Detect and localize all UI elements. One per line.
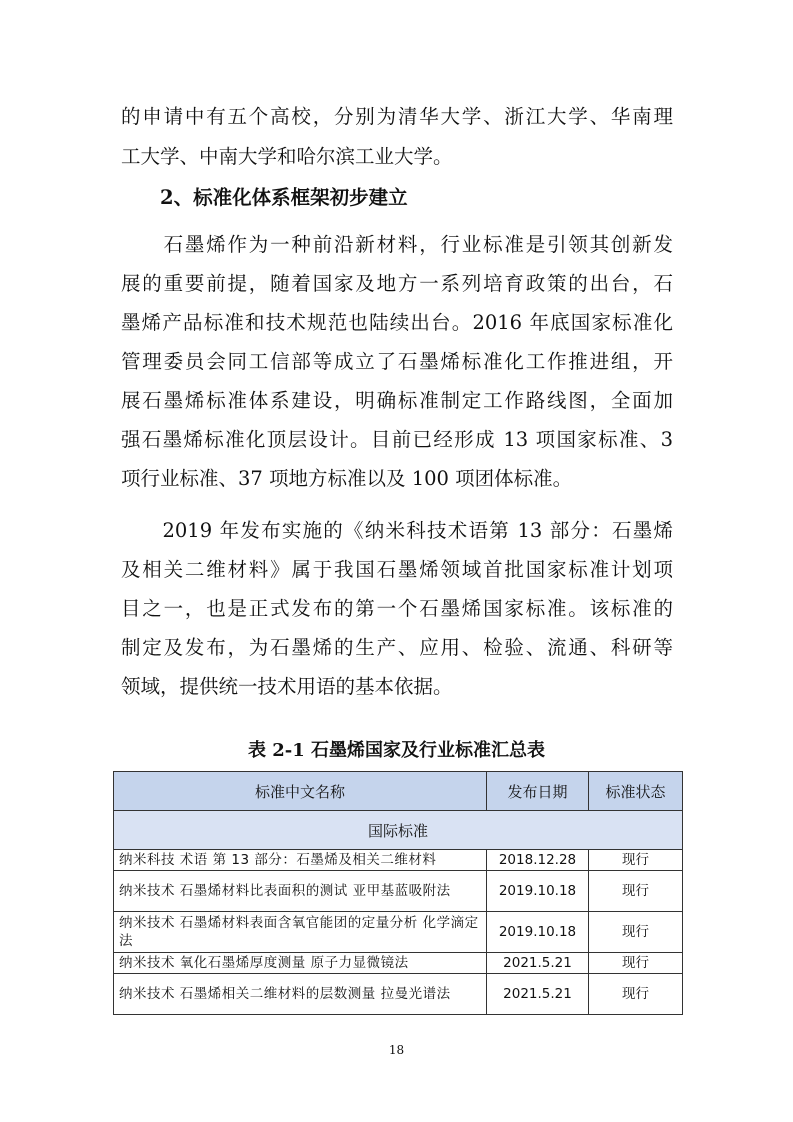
text-line: 制定及发布，为石墨烯的生产、应用、检验、流通、科研等	[121, 636, 673, 659]
text-line: 展的重要前提，随着国家及地方一系列培育政策的出台，石	[121, 272, 673, 295]
cell-name: 纳米科技 术语 第 13 部分：石墨烯及相关二维材料	[114, 850, 487, 871]
text-line: 2019 年发布实施的《纳米科技术语第 13 部分：石墨烯	[121, 519, 673, 542]
cell-name: 纳米技术 氧化石墨烯厚度测量 原子力显微镜法	[114, 953, 487, 974]
table-row	[114, 850, 683, 871]
header-name: 标准中文名称	[114, 772, 487, 811]
cell-name: 纳米技术 石墨烯相关二维材料的层数测量 拉曼光谱法	[114, 974, 487, 1015]
cell-date: 2019.10.18	[487, 912, 589, 953]
table-caption: 表 2-1 石墨烯国家及行业标准汇总表	[247, 740, 546, 761]
cell-date: 2019.10.18	[487, 871, 589, 912]
text-line: 目之一，也是正式发布的第一个石墨烯国家标准。该标准的	[121, 597, 673, 620]
table-row	[114, 912, 683, 953]
text-line: 展石墨烯标准体系建设，明确标准制定工作路线图，全面加	[121, 389, 673, 412]
page-number: 18	[388, 1043, 405, 1057]
cell-status: 现行	[589, 974, 683, 1015]
section-label: 国际标准	[114, 811, 683, 850]
text-line: 强石墨烯标准化顶层设计。目前已经形成 13 项国家标准、3	[121, 428, 673, 451]
cell-status: 现行	[589, 850, 683, 871]
cell-name: 纳米技术 石墨烯材料比表面积的测试 亚甲基蓝吸附法	[114, 871, 487, 912]
table-row	[114, 974, 683, 1015]
table-section-row	[114, 811, 683, 850]
cell-date: 2018.12.28	[487, 850, 589, 871]
text-line: 及相关二维材料》属于我国石墨烯领域首批国家标准计划项	[121, 558, 673, 581]
cell-date: 2021.5.21	[487, 953, 589, 974]
text-line: 管理委员会同工信部等成立了石墨烯标准化工作推进组，开	[121, 350, 673, 373]
table-row	[114, 871, 683, 912]
standards-table	[113, 771, 683, 1015]
table-header-row	[114, 772, 683, 811]
text-line: 墨烯产品标准和技术规范也陆续出台。2016 年底国家标准化	[121, 311, 673, 334]
table-row	[114, 953, 683, 974]
cell-date: 2021.5.21	[487, 974, 589, 1015]
cell-status: 现行	[589, 953, 683, 974]
text-line: 石墨烯作为一种前沿新材料，行业标准是引领其创新发	[121, 233, 673, 256]
cell-status: 现行	[589, 871, 683, 912]
header-status: 标准状态	[589, 772, 683, 811]
cell-name: 纳米技术 石墨烯材料表面含氧官能团的定量分析 化学滴定法	[114, 912, 487, 953]
text-line: 项行业标准、37 项地方标准以及 100 项团体标准。	[121, 467, 573, 490]
text-line: 的申请中有五个高校，分别为清华大学、浙江大学、华南理	[121, 105, 673, 128]
text-line: 领域，提供统一技术用语的基本依据。	[121, 675, 453, 698]
cell-status: 现行	[589, 912, 683, 953]
text-line: 工大学、中南大学和哈尔滨工业大学。	[121, 145, 453, 168]
section-heading: 2、标准化体系框架初步建立	[160, 186, 408, 209]
header-date: 发布日期	[487, 772, 589, 811]
